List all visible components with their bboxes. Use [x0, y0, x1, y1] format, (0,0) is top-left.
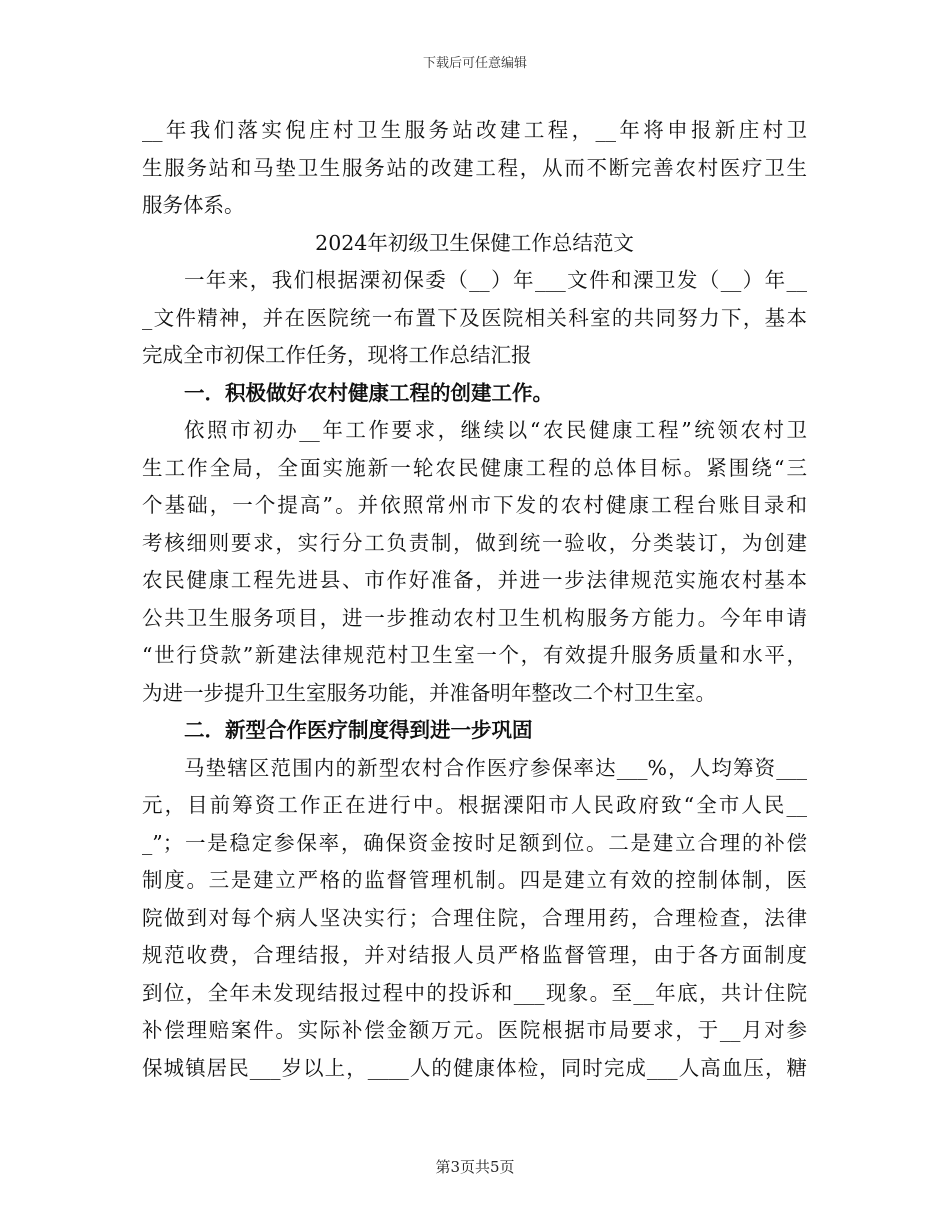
paragraph-line: 个基础，一个提高”。并依照常州市下发的农村健康工程台账目录和: [142, 493, 807, 517]
paragraph-line: 服务体系。: [142, 193, 245, 217]
paragraph-line: “世行贷款”新建法律规范村卫生室一个，有效提升服务质量和水平，: [142, 643, 807, 667]
paragraph-line: 生工作全局，全面实施新一轮农民健康工程的总体目标。紧围绕“三: [142, 455, 807, 480]
paragraph-line: 制度。三是建立严格的监督管理机制。四是建立有效的控制体制，医: [142, 868, 807, 892]
paragraph-line: 一年来，我们根据溧初保委（__）年___文件和溧卫发（__）年__: [184, 268, 807, 292]
paragraph-line: 院做到对每个病人坚决实行；合理住院，合理用药，合理检查，法律: [142, 905, 807, 930]
paragraph-line: 公共卫生服务项目，进一步推动农村卫生机构服务方能力。今年申请: [142, 605, 807, 630]
paragraph-line: 保城镇居民___岁以上，____人的健康体检，同时完成___人高血压，糖: [142, 1055, 807, 1080]
section-heading-1: 一．积极做好农村健康工程的创建工作。: [184, 380, 553, 405]
page-header-note: 下载后可任意编辑: [422, 56, 527, 71]
section-heading-2: 二．新型合作医疗制度得到进一步巩固: [184, 718, 533, 742]
paragraph-line: 依照市初办__年工作要求，继续以“农民健康工程”统领农村卫: [184, 418, 807, 442]
paragraph-line: 生服务站和马垫卫生服务站的改建工程，从而不断完善农村医疗卫生: [142, 155, 807, 180]
paragraph-line: __年我们落实倪庄村卫生服务站改建工程，__年将申报新庄村卫: [142, 118, 807, 142]
paragraph-line: _”；一是稳定参保率，确保资金按时足额到位。二是建立合理的补偿: [142, 830, 807, 855]
document-title: 2024年初级卫生保健工作总结范文: [315, 230, 634, 255]
paragraph-line: 马垫辖区范围内的新型农村合作医疗参保率达___%，人均筹资___: [184, 755, 807, 780]
paragraph-line: 为进一步提升卫生室服务功能，并准备明年整改二个村卫生室。: [142, 680, 716, 705]
paragraph-line: 到位，全年未发现结报过程中的投诉和___现象。至__年底，共计住院: [142, 980, 807, 1005]
paragraph-line: 规范收费，合理结报，并对结报人员严格监督管理，由于各方面制度: [142, 943, 807, 967]
paragraph-line: 补偿理赔案件。实际补偿金额万元。医院根据市局要求，于__月对参: [142, 1018, 807, 1042]
page-number: 第3页共5页: [435, 1158, 515, 1176]
paragraph-line: _文件精神，并在医院统一布置下及医院相关科室的共同努力下，基本: [142, 305, 807, 330]
paragraph-line: 农民健康工程先进县、市作好准备，并进一步法律规范实施农村基本: [142, 568, 807, 592]
paragraph-line: 考核细则要求，实行分工负责制，做到统一验收，分类装订，为创建: [142, 530, 807, 555]
document-body: [142, 112, 807, 1087]
paragraph-line: 完成全市初保工作任务，现将工作总结汇报: [142, 343, 532, 367]
paragraph-line: 元，目前筹资工作正在进行中。根据溧阳市人民政府致“全市人民__: [142, 793, 807, 817]
